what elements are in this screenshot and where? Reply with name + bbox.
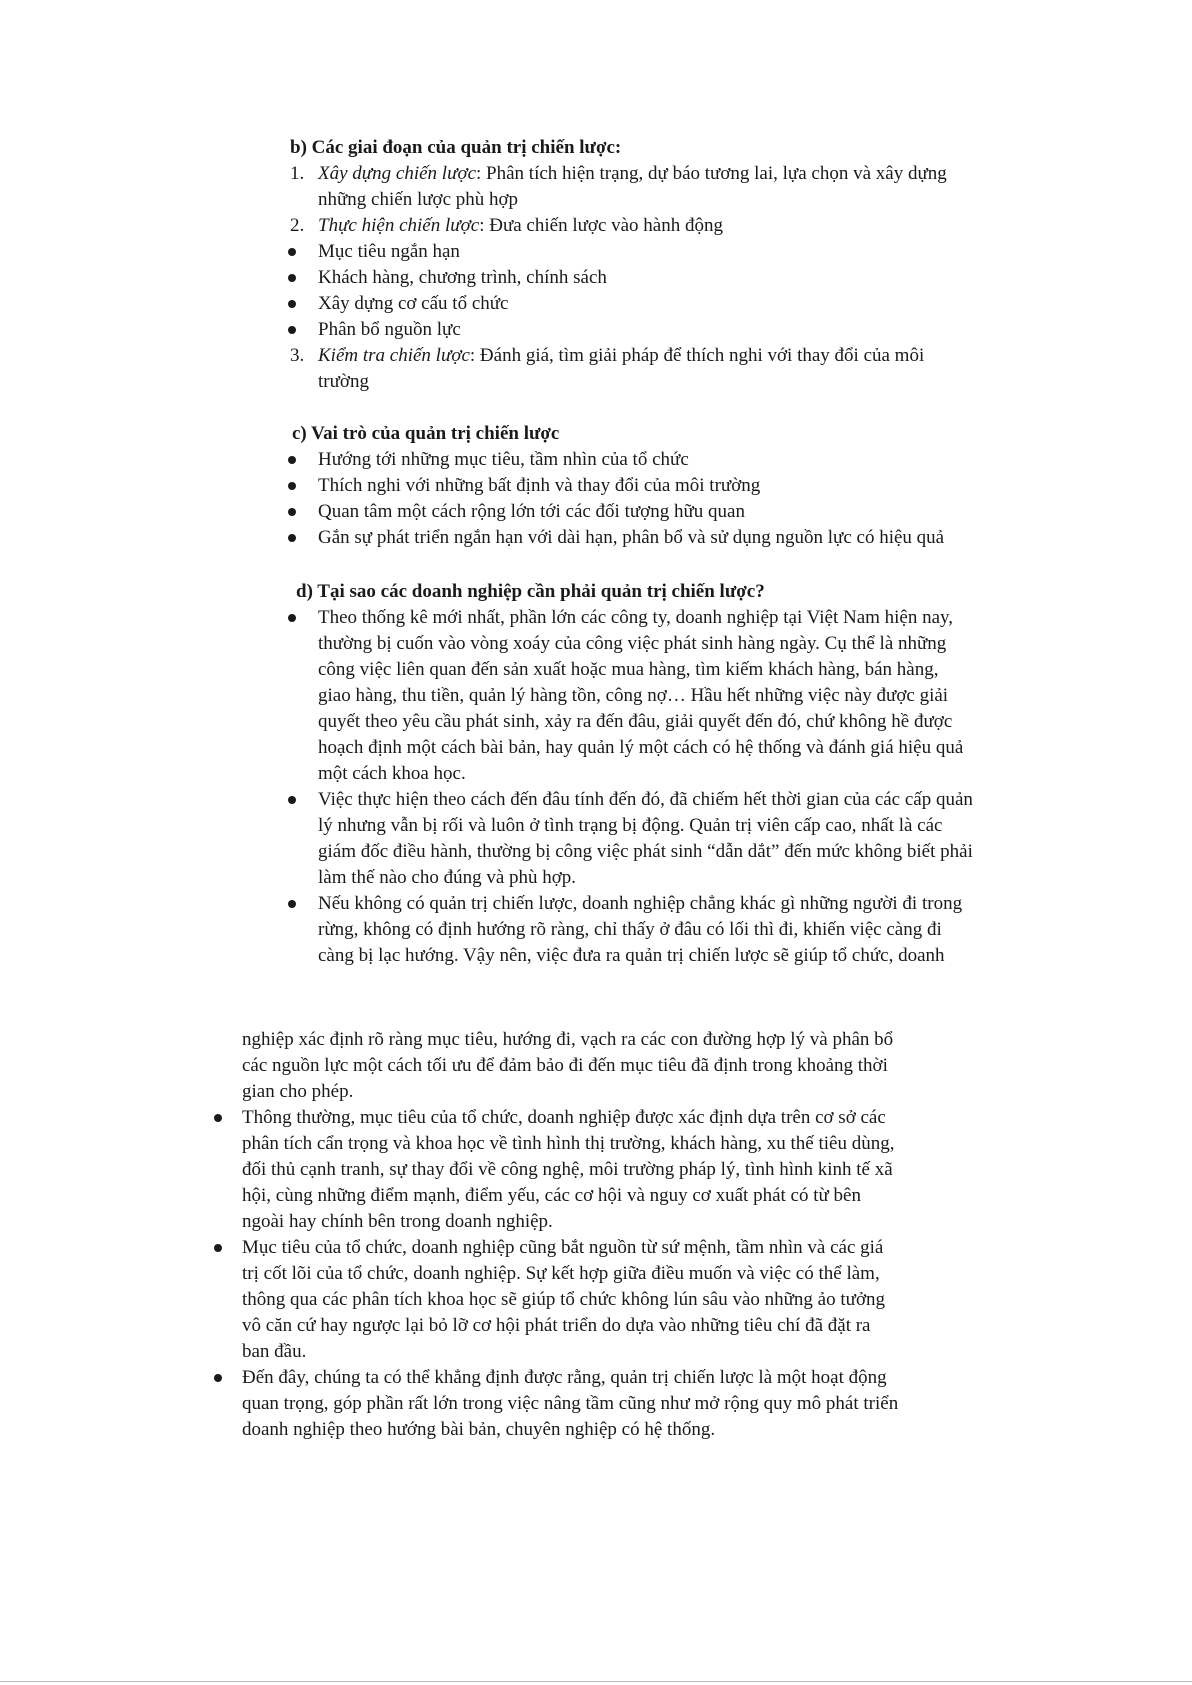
paragraph-line: trị cốt lõi của tổ chức, doanh nghiệp. Sự kết hợp giữa điều muốn và việc có thể làm, xyxy=(242,1263,880,1284)
list-item: Xây dựng cơ cấu tổ chức xyxy=(318,293,509,314)
paragraph-line: Việc thực hiện theo cách đến đâu tính đến đó, đã chiếm hết thời gian của các cấp quản xyxy=(318,789,973,810)
bullet-icon xyxy=(288,274,296,282)
list-item-3 xyxy=(318,342,924,370)
paragraph-line: quyết theo yêu cầu phát sinh, xảy ra đến đâu, giải quyết đến đó, chứ không hề được xyxy=(318,711,953,732)
paragraph-line: một cách khoa học. xyxy=(318,763,466,784)
paragraph-line: Theo thống kê mới nhất, phần lớn các công ty, doanh nghiệp tại Việt Nam hiện nay, xyxy=(318,607,954,628)
list-number: 3. xyxy=(290,345,305,366)
list-item: Quan tâm một cách rộng lớn tới các đối tượng hữu quan xyxy=(318,501,745,522)
list-item: Phân bổ nguồn lực xyxy=(318,319,461,340)
list-item: Mục tiêu ngắn hạn xyxy=(318,241,460,262)
paragraph-line: các nguồn lực một cách tối ưu để đảm bảo đi đến mục tiêu đã định trong khoảng thời xyxy=(242,1055,888,1076)
list-item-1 xyxy=(318,160,947,188)
list-item-text: : Đánh giá, tìm giải pháp để thích nghi với thay đổi của môi xyxy=(469,345,925,366)
paragraph-line: phân tích cẩn trọng và khoa học về tình hình thị trường, khách hàng, xu thế tiêu dùng, xyxy=(242,1133,895,1154)
paragraph-line: doanh nghiệp theo hướng bài bản, chuyên nghiệp có hệ thống. xyxy=(242,1419,716,1440)
list-item-text: : Đưa chiến lược vào hành động xyxy=(479,215,723,236)
list-item-text: : Phân tích hiện trạng, dự báo tương lai, lựa chọn và xây dựng xyxy=(476,163,947,184)
paragraph-line: càng bị lạc hướng. Vậy nên, việc đưa ra quản trị chiến lược sẽ giúp tổ chức, doanh xyxy=(318,945,945,966)
bullet-icon xyxy=(214,1244,222,1252)
list-item: Hướng tới những mục tiêu, tầm nhìn của tổ chức xyxy=(318,449,689,470)
list-item-term: Xây dựng chiến lược xyxy=(318,163,477,184)
paragraph-line: hội, cùng những điểm mạnh, điểm yếu, các cơ hội và nguy cơ xuất phát có từ bên xyxy=(242,1185,861,1206)
paragraph-line: thường bị cuốn vào vòng xoáy của công việc phát sinh hàng ngày. Cụ thể là những xyxy=(318,633,947,654)
bullet-icon xyxy=(288,456,296,464)
paragraph-line: Nếu không có quản trị chiến lược, doanh nghiệp chẳng khác gì những người đi trong xyxy=(318,893,963,914)
list-item-term: Kiểm tra chiến lược xyxy=(318,345,470,366)
bullet-icon xyxy=(288,508,296,516)
paragraph-line: ban đầu. xyxy=(242,1341,307,1362)
bullet-icon xyxy=(288,900,296,908)
paragraph-line: rừng, không có định hướng rõ ràng, chỉ thấy ở đâu có lối thì đi, khiến việc càng đi xyxy=(318,919,942,940)
bullet-icon xyxy=(288,796,296,804)
paragraph-line: ngoài hay chính bên trong doanh nghiệp. xyxy=(242,1211,553,1232)
bullet-icon xyxy=(288,614,296,622)
paragraph-line: làm thế nào cho đúng và phù hợp. xyxy=(318,867,577,888)
paragraph-line: Đến đây, chúng ta có thể khẳng định được rằng, quản trị chiến lược là một hoạt động xyxy=(242,1367,887,1388)
list-item-continuation: trường xyxy=(318,371,369,392)
paragraph-line: thông qua các phân tích khoa học sẽ giúp tổ chức không lún sâu vào những ảo tưởng xyxy=(242,1289,885,1310)
bullet-icon xyxy=(214,1374,222,1382)
list-number: 1. xyxy=(290,163,305,184)
section-b-heading: b) Các giai đoạn của quản trị chiến lược: xyxy=(290,137,622,158)
list-item: Gắn sự phát triển ngắn hạn với dài hạn, phân bổ và sử dụng nguồn lực có hiệu quả xyxy=(318,527,945,548)
section-c-heading: c) Vai trò của quản trị chiến lược xyxy=(292,423,560,444)
paragraph-line: Mục tiêu của tổ chức, doanh nghiệp cũng bắt nguồn từ sứ mệnh, tầm nhìn và các giá xyxy=(242,1237,884,1258)
paragraph-line: vô căn cứ hay ngược lại bỏ lỡ cơ hội phát triển do dựa vào những tiêu chí đã đặt ra xyxy=(242,1315,871,1336)
paragraph-line: công việc liên quan đến sản xuất hoặc mua hàng, tìm kiếm khách hàng, bán hàng, xyxy=(318,659,939,680)
paragraph-line: quan trọng, góp phần rất lớn trong việc nâng tầm cũng như mở rộng quy mô phát triển xyxy=(242,1393,899,1414)
bullet-icon xyxy=(288,326,296,334)
paragraph-line: lý nhưng vẫn bị rối và luôn ở tình trạng bị động. Quản trị viên cấp cao, nhất là các xyxy=(318,815,943,836)
paragraph-line: hoạch định một cách bài bản, hay quản lý một cách có hệ thống và đánh giá hiệu quả xyxy=(318,737,964,758)
paragraph-line: giám đốc điều hành, thường bị công việc phát sinh “dẫn dắt” đến mức không biết phải xyxy=(318,841,973,862)
section-d-heading: d) Tại sao các doanh nghiệp cần phải quản trị chiến lược? xyxy=(296,581,765,602)
bullet-icon xyxy=(288,534,296,542)
paragraph-line: Thông thường, mục tiêu của tổ chức, doanh nghiệp được xác định dựa trên cơ sở các xyxy=(242,1107,886,1128)
bullet-icon xyxy=(288,248,296,256)
paragraph-line: đối thủ cạnh tranh, sự thay đổi về công nghệ, môi trường pháp lý, tình hình kinh tế xã xyxy=(242,1159,893,1180)
list-item-continuation: những chiến lược phù hợp xyxy=(318,189,519,210)
list-number: 2. xyxy=(290,215,305,236)
list-item-term: Thực hiện chiến lược xyxy=(318,215,480,236)
list-item: Khách hàng, chương trình, chính sách xyxy=(318,267,607,288)
paragraph-line: gian cho phép. xyxy=(242,1081,354,1102)
bullet-icon xyxy=(214,1114,222,1122)
paragraph-line: giao hàng, thu tiền, quản lý hàng tồn, công nợ… Hầu hết những việc này được giải xyxy=(318,685,949,706)
list-item: Thích nghi với những bất định và thay đổi của môi trường xyxy=(318,475,761,496)
bullet-icon xyxy=(288,482,296,490)
paragraph-line: nghiệp xác định rõ ràng mục tiêu, hướng đi, vạch ra các con đường hợp lý và phân bổ xyxy=(242,1029,894,1050)
list-item-2 xyxy=(318,212,723,240)
page-bottom-divider xyxy=(0,1681,1192,1682)
bullet-icon xyxy=(288,300,296,308)
